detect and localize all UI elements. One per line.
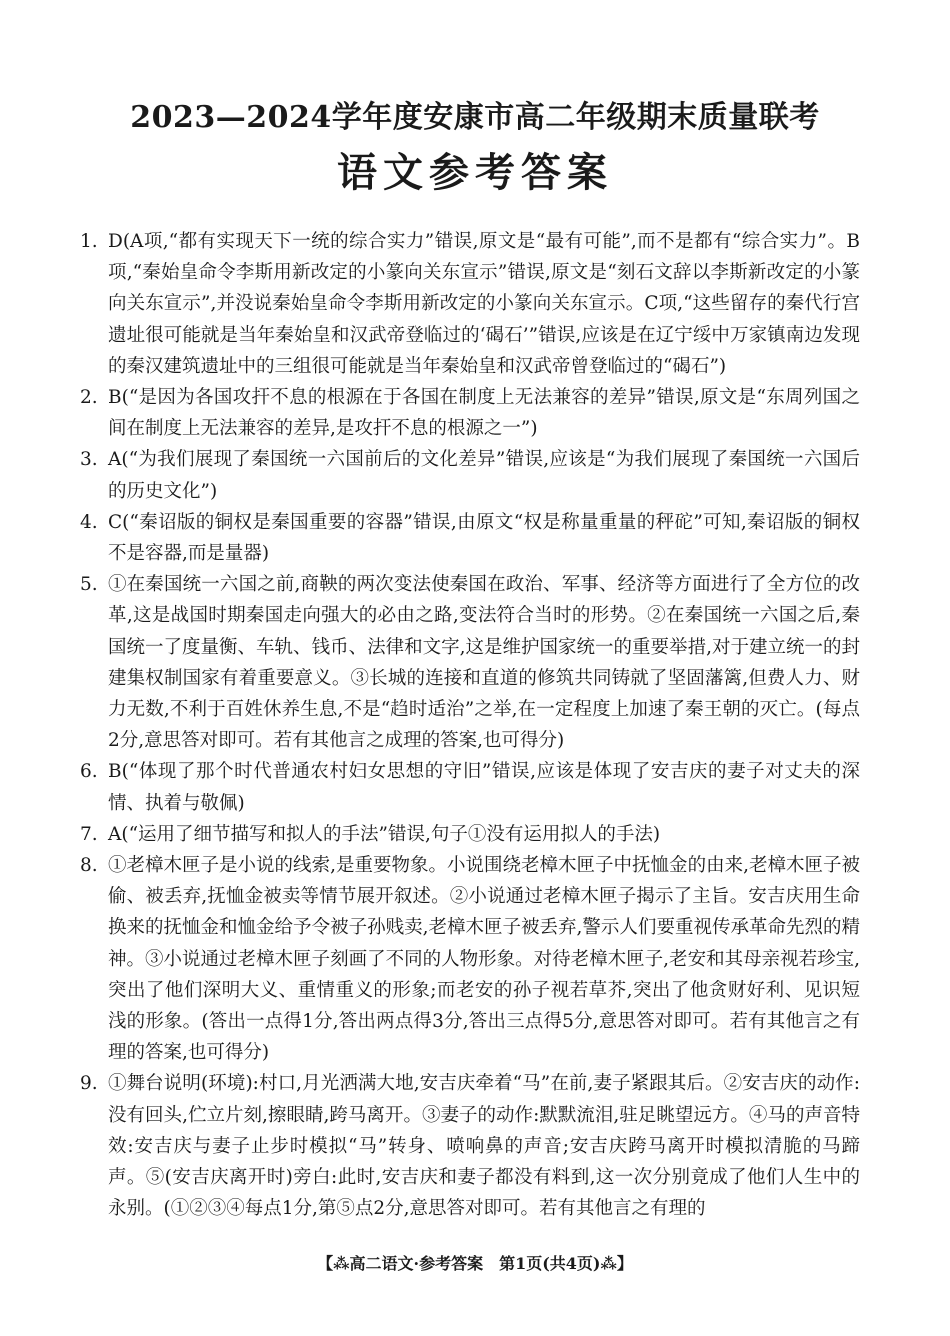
answer-number: 3.	[80, 449, 98, 471]
answer-item-6	[80, 756, 860, 818]
answer-number: 7.	[80, 823, 98, 845]
answer-text: C(“秦诏版的铜权是秦国重要的容器”错误,由原文“权是称量重量的秤砣”可知,秦诏版的铜权不是容器,而是量器)	[108, 511, 860, 565]
answer-number: 1.	[80, 231, 98, 252]
answer-number: 6.	[80, 761, 98, 783]
answer-number: 8.	[80, 855, 98, 877]
answer-number: 2.	[80, 387, 98, 409]
document-title: 2023—2024学年度安康市高二年级期末质量联考	[130, 100, 820, 135]
answer-item-2	[80, 382, 860, 444]
answer-item-4	[80, 507, 860, 569]
answer-item-1	[80, 226, 860, 382]
answer-number: 5.	[80, 574, 98, 596]
answer-number: 9.	[80, 1073, 98, 1095]
document-subtitle: 语文参考答案	[337, 149, 613, 196]
answer-item-7	[80, 819, 860, 850]
answer-text: A(“运用了细节描写和拟人的手法”错误,句子①没有运用拟人的手法)	[108, 823, 661, 845]
answer-item-5	[80, 569, 860, 756]
answer-text: B(“体现了那个时代普通农村妇女思想的守旧”错误,应该是体现了安吉庆的妻子对丈夫的深情、执着与敬佩)	[108, 761, 860, 814]
answer-number: 4.	[80, 511, 98, 533]
answer-list	[80, 226, 860, 1225]
answer-item-8	[80, 850, 860, 1068]
answer-text: ①老樟木匣子是小说的线索,是重要物象。小说围绕老樟木匣子中抚恤金的由来,老樟木匣子被偷、被丢弃,抚恤金被卖等情节展开叙述。②小说通过老樟木匣子揭示了主旨。安吉庆用生命换来的抚恤金和恤金给予令被子孙贱卖,老樟木匣子被丢弃,警示人们要重视传承革命先烈的精神。③小说通过老樟木匣子刻画了不同的人物形象。对待老樟木匣子,老安和其母亲视若珍宝,突出了他们深明大义、重情重义的形象;而老安的孙子视若草芥,突出了他贪财好利、见识短浅的形象。(答出一点得1分,答出两点得3分,答出三点得5分,意思答对即可。若有其他言之有理的答案,也可得分)	[108, 855, 860, 1064]
answer-item-9	[80, 1068, 860, 1224]
answer-text: ①在秦国统一六国之前,商鞅的两次变法使秦国在政治、军事、经济等方面进行了全方位的改革,这是战国时期秦国走向强大的必由之路,变法符合当时的形势。②在秦国统一六国之后,秦国统一了度量衡、车轨、钱币、法律和文字,这是维护国家统一的重要举措,对于建立统一的封建集权制国家有着重要意义。③长城的连接和直道的修筑共同铸就了坚固藩篱,但费人力、财力无数,不利于百姓休养生息,不是“趋时适治”之举,在一定程度上加速了秦王朝的灭亡。(每点2分,意思答对即可。若有其他言之成理的答案,也可得分)	[108, 574, 860, 752]
answer-text: A(“为我们展现了秦国统一六国前后的文化差异”错误,应该是“为我们展现了秦国统一六国后的历史文化”)	[108, 449, 860, 502]
answer-text: B(“是因为各国攻扞不息的根源在于各国在制度上无法兼容的差异”错误,原文是“东周列国之间在制度上无法兼容的差异,是攻扞不息的根源之一”)	[108, 387, 860, 440]
page-footer: 【⁂高二语文·参考答案 第1页(共4页)⁂】	[317, 1254, 633, 1273]
answer-item-3	[80, 444, 860, 506]
answer-text: ①舞台说明(环境):村口,月光洒满大地,安吉庆牵着“马”在前,妻子紧跟其后。②安吉庆的动作:没有回头,伫立片刻,擦眼睛,跨马离开。③妻子的动作:默默流泪,驻足眺望远方。④马的声音特效:安吉庆与妻子止步时模拟“马”转身、喷响鼻的声音;安吉庆跨马离开时模拟清脆的马蹄声。⑤(安吉庆离开时)旁白:此时,安吉庆和妻子都没有料到,这一次分别竟成了他们人生中的永别。(①②③④每点1分,第⑤点2分,意思答对即可。若有其他言之有理的	[108, 1073, 860, 1220]
answer-text: D(A项,“都有实现天下一统的综合实力”错误,原文是“最有可能”,而不是都有“综合实力”。B项,“秦始皇命令李斯用新改定的小篆向关东宣示”错误,原文是“刻石文辞以李斯新改定的小篆向关东宣示”,并没说秦始皇命令李斯用新改定的小篆向关东宣示。C项,“这些留存的秦代行宫遗址很可能就是当年秦始皇和汉武帝登临过的‘碣石’”错误,应该是在辽宁绥中万家镇南边发现的秦汉建筑遗址中的三组很可能就是当年秦始皇和汉武帝曾登临过的“碣石”)	[108, 231, 860, 377]
